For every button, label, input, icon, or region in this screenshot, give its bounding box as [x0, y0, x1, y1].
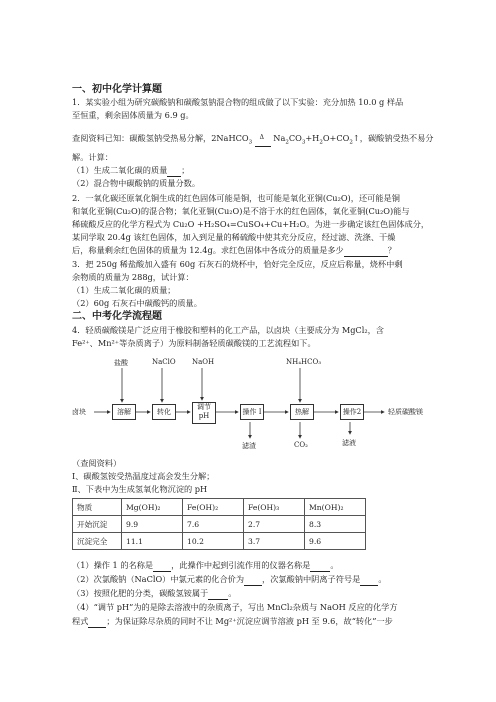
- ph-table: [72, 498, 366, 550]
- step-pyrolysis: 热解: [290, 404, 314, 420]
- table-cell: 沉淀完全: [73, 533, 122, 550]
- question-4-line2-text-b: ；为保证除尽杂质的同时不让 Mg²⁺沉淀应调节溶液 pH 至 9.6，故“转化”一步: [106, 616, 393, 626]
- table-header-cell: Fe(OH)₂: [183, 499, 244, 516]
- q2-line5: [72, 245, 396, 257]
- step-adjust-ph: [192, 402, 216, 424]
- step-adjust-ph-line2: pH: [198, 412, 210, 420]
- question-2-end: 。: [378, 574, 387, 584]
- q2-line5-end: ？: [387, 245, 396, 255]
- section-title-flow: 二、中考化学流程题: [72, 311, 162, 322]
- q3-sub1: （1）生成二氧化碳的质量；: [72, 285, 176, 295]
- table-header-row: [73, 499, 366, 516]
- question-1-text: （1）操作 1 的名称是: [72, 560, 154, 570]
- question-2-text: （2）次氯酸钠（NaClO）中氯元素的化合价为: [72, 574, 245, 584]
- section-title-calc: 一、初中化学计算题: [72, 84, 162, 95]
- q2-line3: 稀硫酸反应的化学方程式为 Cu₂O +H₂SO₄=CuSO₄+Cu+H₂O。为进一步确定该红色固体成分，: [72, 219, 430, 229]
- table-header-cell: Fe(OH)₃: [244, 499, 305, 516]
- answer-blank: [208, 588, 228, 600]
- table-cell: 8.3: [305, 516, 366, 533]
- reagent-naclo: NaClO: [152, 358, 176, 366]
- question-3-text: （3）按照化肥的分类，碳酸氢铵属于: [72, 588, 209, 598]
- q2-line5-text: 后，称量剩余红色固体的质量为 12.4g。求红色固体中各成分的质量是多少: [72, 245, 344, 255]
- answer-blank: [310, 560, 330, 572]
- q1-eq-part-f: ↑，碳酸钠受热不易分: [352, 133, 434, 143]
- table-cell: 2.7: [244, 516, 305, 533]
- info-head: （查阅资料）: [72, 458, 122, 468]
- step-operation-1: 操作 I: [240, 404, 264, 420]
- filtrate-label: 滤液: [342, 439, 356, 447]
- table-cell: 9.6: [305, 533, 366, 550]
- table-header-cell: Mg(OH)₂: [122, 499, 183, 516]
- q4-line1: 4．轻质碳酸镁是广泛应用于橡胶和塑料的化工产品，以卤块（主要成分为 MgCl₂，含: [72, 325, 384, 335]
- question-1-text-b: ，此操作中起到引流作用的仪器名称是: [171, 560, 311, 570]
- question-2: [72, 574, 387, 586]
- table-cell: 10.2: [183, 533, 244, 550]
- question-3-end: 。: [228, 588, 237, 598]
- q1-sub1-text: （1）生成二氧化碳的质量: [72, 165, 168, 175]
- step-dissolve: 溶解: [112, 404, 136, 420]
- answer-blank: [88, 616, 106, 628]
- question-4-line2: [72, 616, 393, 628]
- q1-eq-part-a: 查阅资料已知：碳酸氢钠受热易分解，2NaHCO: [72, 133, 249, 143]
- q2-line2: 和氧化亚铜(Cu₂O)的混合物；氧化亚铜(Cu₂O)是不溶于水的红色固体，氧化亚铜(Cu₂O)能与: [72, 206, 410, 216]
- question-1: [72, 560, 339, 572]
- q2-line4: 某同学取 20.4g 该红色固体，加入到足量的稀硫酸中使其充分反应，经过滤、洗涤、干燥: [72, 232, 396, 242]
- info-item-2: Ⅱ、下表中为生成氢氧化物沉淀的 pH: [72, 484, 208, 494]
- q3-line1: 3．把 250g 稀盐酸加入盛有 60g 石灰石的烧杯中，恰好完全反应，反应后称量，烧杯中剩: [72, 259, 403, 269]
- product-label: 轻质碳酸镁: [388, 408, 423, 416]
- q1-eq-part-d: +H: [305, 133, 320, 143]
- delta-symbol: Δ: [259, 134, 265, 141]
- step-operation-2: 操作2: [340, 404, 364, 420]
- info-item-1: Ⅰ、碳酸氢铵受热温度过高会发生分解；: [72, 471, 215, 481]
- q1-line1: 1．某实验小组为研究碳酸钠和碳酸氢钠混合物的组成做了以下实验：充分加热 10.0 g 样品: [72, 97, 404, 107]
- q1-sub2: （2）混合物中碳酸钠的质量分数。: [72, 178, 201, 188]
- q1-line4: 解。计算：: [72, 152, 113, 162]
- co2-label: CO₂: [294, 441, 308, 449]
- answer-blank: [153, 560, 171, 572]
- question-1-end: 。: [330, 560, 339, 570]
- flow-start-label: 卤块: [72, 408, 86, 416]
- reagent-nh4hco3: NH₄HCO₃: [286, 358, 322, 366]
- table-cell: 3.7: [244, 533, 305, 550]
- reagent-hcl: 盐酸: [114, 359, 128, 367]
- table-cell: 9.9: [122, 516, 183, 533]
- table-cell: 开始沉淀: [73, 516, 122, 533]
- q1-eq-part-b: Na: [273, 133, 286, 143]
- step-convert: 转化: [152, 404, 176, 420]
- table-cell: 7.6: [183, 516, 244, 533]
- process-flow-diagram: [72, 352, 432, 452]
- table-row: [73, 516, 366, 533]
- q1-line2: 至恒重，剩余固体质量为 6.9 g。: [72, 110, 194, 120]
- q1-equation-line: 查阅资料已知：碳酸氢钠受热易分解，2NaHCO$_3$ Δ $Na_2CO_3+H_2O+CO_2↑$，碳酸钠受热不易分: [72, 133, 434, 146]
- waste-residue-label: 滤渣: [242, 442, 256, 450]
- table-cell: 11.1: [122, 533, 183, 550]
- q1-eq-part-c: CO: [288, 133, 302, 143]
- question-3: [72, 588, 236, 600]
- answer-blank: [244, 574, 262, 586]
- reagent-naoh: NaOH: [192, 358, 215, 366]
- q3-sub2: （2）60g 石灰石中碳酸钙的质量。: [72, 298, 202, 308]
- question-4-line2-text: 程式: [72, 616, 89, 626]
- q2-line1: 2．一氧化碳还原氧化铜生成的红色固体可能是铜，也可能是氧化亚铜(Cu₂O)，还可能是铜: [72, 193, 400, 203]
- step-adjust-ph-line1: 调节: [197, 403, 211, 411]
- answer-blank: [360, 574, 378, 586]
- question-4: （4）“调节 pH”为的是除去溶液中的杂质离子，写出 MnCl₂杂质与 NaOH 反应的化学方: [72, 602, 398, 612]
- q4-line2: Fe²⁺、Mn²⁺等杂质离子）为原料制备轻质碳酸镁的工艺流程如下。: [72, 338, 316, 348]
- table-row: [73, 533, 366, 550]
- q3-line2: 余物质的质量为 288g，试计算：: [72, 272, 194, 282]
- answer-blank: [167, 165, 181, 177]
- table-header-cell: 物质: [73, 499, 122, 516]
- q1-eq-part-e: O+CO: [322, 133, 350, 143]
- table-header-cell: Mn(OH)₂: [305, 499, 366, 516]
- answer-blank: [344, 245, 388, 257]
- q1-sub1: [72, 165, 189, 177]
- question-2-text-b: ，次氯酸钠中阴离子符号是: [262, 574, 361, 584]
- q1-sub1-end: ；: [181, 165, 190, 175]
